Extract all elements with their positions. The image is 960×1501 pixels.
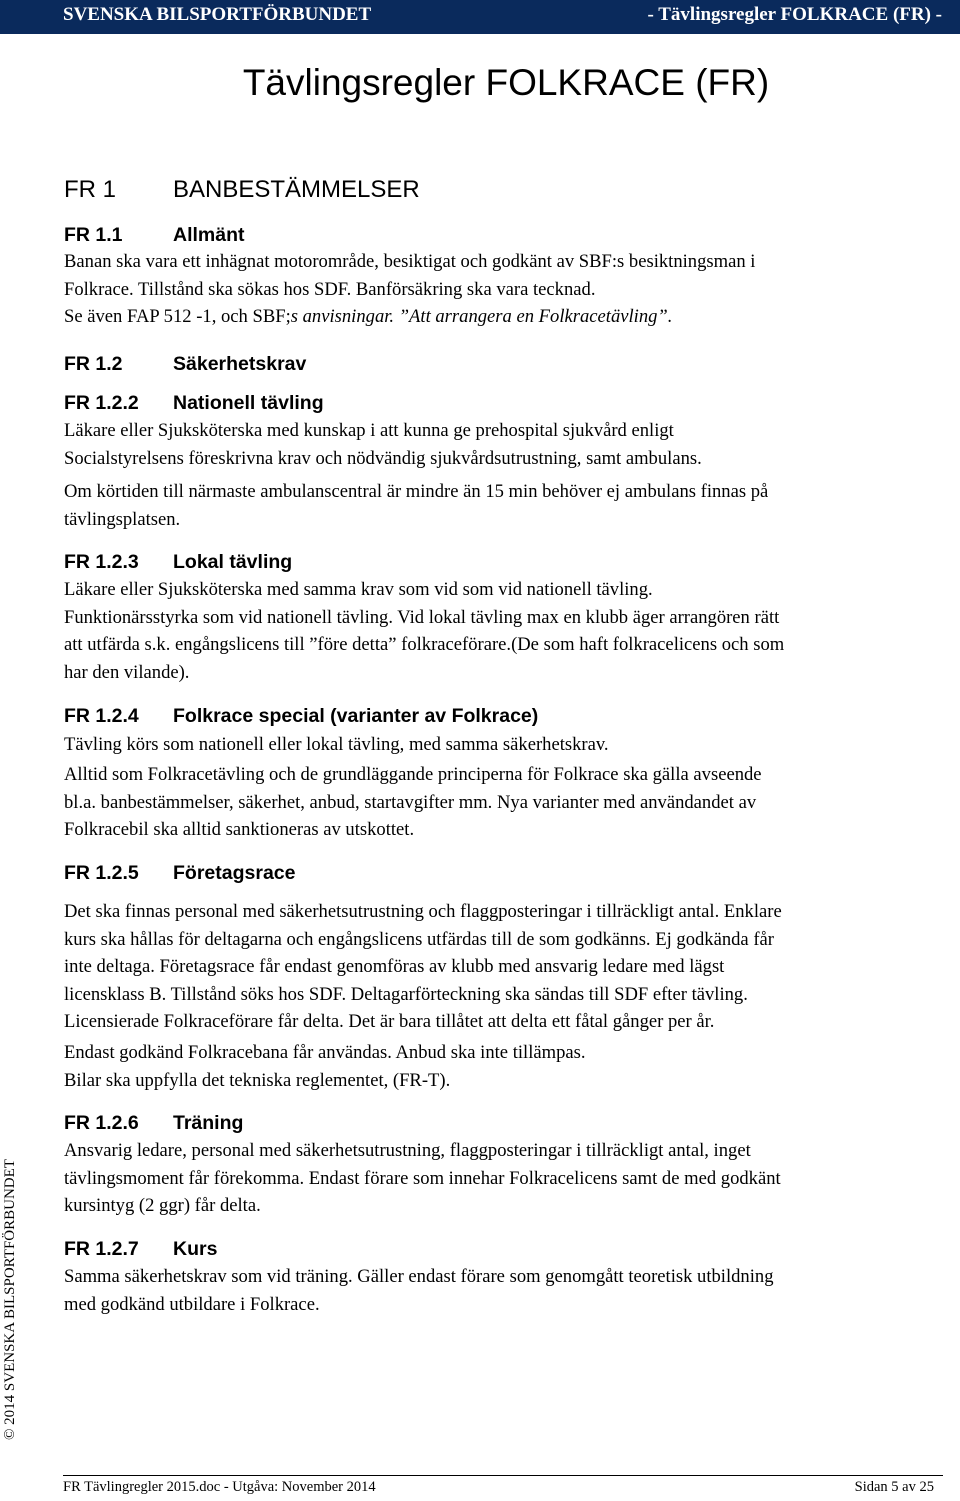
paragraph-line: tävlingsmoment får förekomma. Endast förare som innehar Folkracelicens samt de med godkänt [64, 1167, 781, 1189]
paragraph-line: kursintyg (2 ggr) får delta. [64, 1195, 261, 1216]
section-fr11-body [64, 248, 944, 331]
section-title: Kurs [173, 1238, 218, 1260]
section-fr123-body [64, 576, 944, 686]
section-fr124-body [64, 731, 944, 759]
section-number: FR 1.2.3 [64, 551, 139, 573]
section-title: Lokal tävling [173, 551, 293, 573]
text-run: Se även FAP 512 -1, och SBF; [64, 306, 291, 327]
section-title: Nationell tävling [173, 392, 324, 414]
paragraph-line: licensklass B. Tillstånd söks hos SDF. Deltagarförteckning ska sändas till SDF efter tävling. [64, 983, 748, 1005]
footer-page-number: Sidan 5 av 25 [854, 1479, 934, 1495]
side-copyright: © 2014 SVENSKA BILSPORTFÖRBUNDET [2, 1159, 18, 1440]
paragraph-line: Banan ska vara ett inhägnat motorområde, besiktigat och godkänt av SBF:s besiktningsman i [64, 251, 756, 272]
paragraph-line: Läkare eller Sjuksköterska med samma krav som vid som vid nationell tävling. [64, 579, 653, 600]
paragraph-line: inte deltaga. Företagsrace får endast genomföras av klubb med ansvarig ledare med lägst [64, 956, 725, 977]
paragraph-line: Det ska finnas personal med säkerhetsutrustning och flaggposteringar i tillräckligt antal. Enklare [64, 901, 782, 922]
paragraph-line: Endast godkänd Folkracebana får användas. Anbud ska inte tillämpas. [64, 1042, 586, 1063]
paragraph-line: tävlingsplatsen. [64, 508, 181, 530]
section-title: Säkerhetskrav [173, 353, 307, 375]
footer-divider [63, 1475, 943, 1476]
paragraph-line: har den vilande). [64, 661, 190, 683]
section-number: FR 1.2.4 [64, 705, 139, 727]
header-org: SVENSKA BILSPORTFÖRBUNDET [63, 4, 372, 25]
paragraph-line: Tävling körs som nationell eller lokal tävling, med samma säkerhetskrav. [64, 734, 609, 755]
section-fr1-heading [64, 175, 944, 205]
section-title: Träning [173, 1112, 244, 1134]
paragraph-line: Folkrace. Tillstånd ska sökas hos SDF. Banförsäkring ska vara tecknad. [64, 278, 596, 300]
footer-filename: FR Tävlingregler 2015.doc - Utgåva: November 2014 [63, 1479, 376, 1495]
paragraph-line: Alltid som Folkracetävling och de grundläggande principerna för Folkrace ska gälla avseende [64, 764, 762, 785]
section-number: FR 1.2.6 [64, 1112, 139, 1134]
header-doc-title: - Tävlingsregler FOLKRACE (FR) - [647, 4, 942, 25]
paragraph-line: Bilar ska uppfylla det tekniska reglementet, (FR-T). [64, 1069, 451, 1091]
section-fr122-body-2 [64, 478, 944, 533]
section-fr122-body [64, 417, 944, 472]
section-number: FR 1.2.2 [64, 392, 139, 414]
section-fr126-body [64, 1137, 944, 1220]
paragraph-line: Folkracebil ska alltid sanktioneras av utskottet. [64, 819, 415, 840]
section-title: BANBESTÄMMELSER [173, 176, 420, 203]
section-number: FR 1 [64, 176, 117, 203]
paragraph-line: kurs ska hållas för deltagarna och engångslicens utfärdas till de som godkänns. Ej godkända får [64, 928, 774, 950]
section-fr127-heading [64, 1236, 944, 1262]
section-fr125-body [64, 898, 944, 1036]
section-fr124-body-2 [64, 761, 944, 844]
paragraph-line: Licensierade Folkraceförare får delta. Det är bara tillåtet att delta ett fåtal gånger per år. [64, 1011, 715, 1032]
section-number: FR 1.2.7 [64, 1238, 139, 1260]
paragraph-line: med godkänd utbildare i Folkrace. [64, 1293, 320, 1315]
section-fr125-body-2 [64, 1039, 944, 1094]
paragraph-line: att utfärda s.k. engångslicens till ”före detta” folkraceförare.(De som haft folkracelicens och som [64, 634, 785, 655]
paragraph-line: Funktionärsstyrka som vid nationell tävling. Vid lokal tävling max en klubb äger arrangören rätt [64, 606, 780, 628]
section-title: Företagsrace [173, 862, 296, 884]
header-bar [0, 0, 960, 34]
section-title: Folkrace special (varianter av Folkrace) [173, 705, 539, 727]
section-fr124-heading [64, 703, 944, 729]
page-title: Tävlingsregler FOLKRACE (FR) [242, 62, 770, 103]
text-run-italic: s anvisningar. ”Att arrangera en Folkracetävling”. [290, 306, 673, 327]
paragraph-line [64, 303, 944, 331]
section-fr123-heading [64, 549, 944, 575]
paragraph-line: Samma säkerhetskrav som vid träning. Gäller endast förare som genomgått teoretisk utbildning [64, 1266, 774, 1287]
section-fr127-body [64, 1263, 944, 1318]
section-title: Allmänt [173, 224, 245, 246]
section-number: FR 1.2.5 [64, 862, 139, 884]
paragraph-line: Om körtiden till närmaste ambulanscentral är mindre än 15 min behöver ej ambulans finnas på [64, 481, 769, 502]
paragraph-line: Ansvarig ledare, personal med säkerhetsutrustning, flaggposteringar i tillräckligt antal, inget [64, 1140, 751, 1161]
section-fr11-heading [64, 222, 944, 248]
section-number: FR 1.1 [64, 224, 123, 246]
section-fr122-heading [64, 390, 944, 416]
section-fr12-heading [64, 351, 944, 377]
section-number: FR 1.2 [64, 353, 123, 375]
section-fr126-heading [64, 1110, 944, 1136]
paragraph-line: Socialstyrelsens föreskrivna krav och nödvändig sjukvårdsutrustning, samt ambulans. [64, 447, 702, 469]
section-fr125-heading [64, 860, 944, 886]
paragraph-line: bl.a. banbestämmelser, säkerhet, anbud, startavgifter mm. Nya varianter med användandet av [64, 791, 757, 813]
paragraph-line: Läkare eller Sjuksköterska med kunskap i att kunna ge prehospital sjukvård enligt [64, 420, 674, 441]
